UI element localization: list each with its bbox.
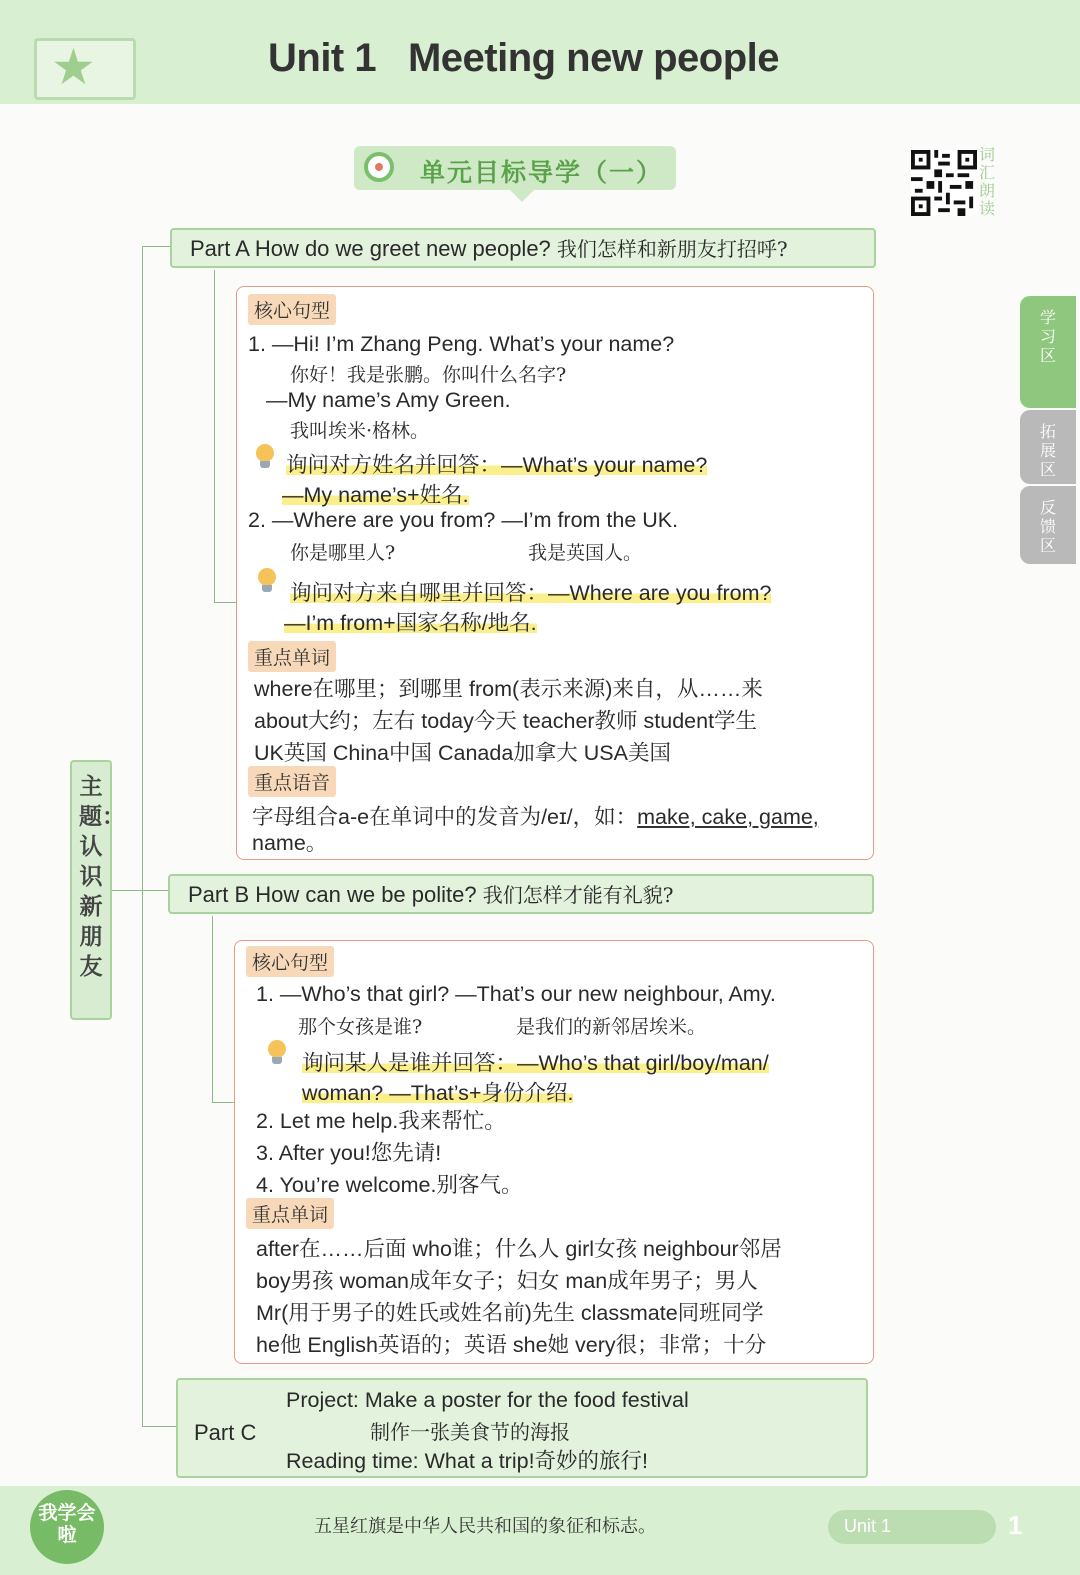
- part-a-q1-zh: 你好！我是张鹏。你叫什么名字?: [290, 364, 567, 386]
- tree-branch-a: [142, 246, 170, 247]
- part-a-words-tag: 重点单词: [248, 641, 336, 672]
- part-a-phonics-text: 字母组合a-e在单词中的发音为/eɪ/，如：: [252, 805, 638, 829]
- part-a-a1: —My name’s Amy Green.: [266, 388, 511, 412]
- part-a-q2: 2. —Where are you from? —I’m from the UK.: [248, 508, 679, 532]
- part-c-label: Part C: [194, 1420, 257, 1445]
- side-tab-feedback[interactable]: [1020, 486, 1076, 564]
- target-icon: [364, 152, 394, 182]
- star-logo-icon: ★: [34, 38, 136, 100]
- part-a-subline: [214, 270, 215, 602]
- part-b-words-line: Mr(用于男子的姓氏或姓名前)先生 classmate同班同学: [256, 1301, 764, 1325]
- part-a-question-zh: 我们怎样和新朋友打招呼?: [556, 237, 788, 261]
- part-a-subbranch: [214, 602, 236, 603]
- part-a-words-line: UK英国 China中国 Canada加拿大 USA美国: [254, 741, 671, 765]
- part-a-q2-zh-a: 你是哪里人?: [290, 542, 396, 564]
- qr-label: 词汇朗读: [979, 145, 996, 218]
- part-c-reading: Reading time: What a trip!奇妙的旅行!: [286, 1449, 649, 1473]
- side-tab-extend[interactable]: [1020, 410, 1076, 484]
- part-b-header: [168, 874, 874, 914]
- part-b-subline: [212, 916, 213, 1102]
- part-b-s2: 2. Let me help.我来帮忙。: [256, 1109, 506, 1133]
- part-b-s4: 4. You’re welcome.别客气。: [256, 1173, 523, 1197]
- banner-label: 单元目标导学（一）: [420, 159, 664, 187]
- part-b-words-line: after在……后面 who谁；什么人 girl女孩 neighbour邻居: [256, 1237, 782, 1261]
- tree-branch-c: [142, 1426, 176, 1427]
- footer-unit-pill: [828, 1510, 996, 1544]
- part-b-words-line: boy男孩 woman成年女子；妇女 man成年男子；男人: [256, 1269, 758, 1293]
- side-tab-study[interactable]: [1020, 296, 1076, 408]
- footer-motto: 五星红旗是中华人民共和国的象征和标志。: [314, 1516, 656, 1537]
- part-b-tip-a: 询问某人是谁并回答：—Who’s that girl/boy/man/: [302, 1051, 769, 1075]
- part-b-subbranch: [212, 1102, 234, 1103]
- part-a-words-line: where在哪里；到哪里 from(表示来源)来自，从……来: [254, 677, 763, 701]
- page-number: 1: [1008, 1510, 1023, 1540]
- part-b-q1-zh-b: 是我们的新邻居埃米。: [516, 1016, 707, 1038]
- part-a-core-tag: 核心句型: [248, 294, 336, 325]
- part-c-project: Project: Make a poster for the food festival: [286, 1388, 689, 1412]
- lightbulb-icon: [266, 1040, 288, 1066]
- lightbulb-icon: [256, 568, 278, 594]
- part-b-tip-b: woman? —That’s+身份介绍.: [302, 1081, 574, 1105]
- qr-code-icon[interactable]: [910, 150, 978, 216]
- section-banner: [354, 146, 676, 190]
- part-a-phonics-tag: 重点语音: [248, 766, 336, 797]
- part-a-q2-zh-b: 我是英国人。: [528, 542, 643, 564]
- part-a-tip1-b: —My name’s+姓名.: [282, 483, 469, 507]
- part-b-words-line: he他 English英语的；英语 she她 very很；非常；十分: [256, 1333, 767, 1357]
- part-b-q1: 1. —Who’s that girl? —That’s our new neighbour, Amy.: [256, 982, 776, 1006]
- part-b-question: Part B How can we be polite?: [188, 882, 477, 907]
- side-tab-label: 学习区: [1039, 308, 1056, 365]
- theme-label: 主题：认识新朋友: [79, 773, 125, 980]
- side-tab-label: 反馈区: [1039, 498, 1056, 555]
- part-b-core-tag: 核心句型: [246, 946, 334, 977]
- part-b-s3: 3. After you!您先请!: [256, 1141, 442, 1165]
- part-a-a1-zh: 我叫埃米·格林。: [290, 420, 430, 442]
- part-b-words-tag: 重点单词: [246, 1198, 334, 1229]
- banner-pointer: [510, 190, 534, 202]
- page-title: Unit 1 Meeting new people: [268, 36, 779, 80]
- part-a-phonics-end: name。: [252, 831, 328, 855]
- theme-label-box: [70, 760, 125, 1020]
- footer-unit-label: Unit 1: [844, 1516, 892, 1536]
- learned-badge: 我学会啦: [30, 1490, 104, 1564]
- side-tab-label: 拓展区: [1039, 422, 1056, 479]
- part-a-question: Part A How do we greet new people?: [190, 236, 551, 261]
- part-a-phonics-words: make, cake, game,: [637, 805, 819, 829]
- part-a-header: [170, 228, 876, 268]
- part-b-question-zh: 我们怎样才能有礼貌?: [482, 883, 674, 907]
- part-a-tip2-b: —I’m from+国家名称/地名.: [284, 611, 537, 635]
- tree-branch-b: [108, 890, 168, 891]
- part-a-q1: 1. —Hi! I’m Zhang Peng. What’s your name?: [248, 332, 675, 356]
- tree-trunk-line: [142, 246, 143, 1426]
- lightbulb-icon: [254, 444, 276, 470]
- part-a-tip2-a: 询问对方来自哪里并回答：—Where are you from?: [290, 581, 772, 605]
- part-c-project-zh: 制作一张美食节的海报: [370, 1420, 570, 1444]
- part-b-q1-zh-a: 那个女孩是谁?: [298, 1016, 423, 1038]
- part-a-tip1-a: 询问对方姓名并回答：—What’s your name?: [286, 453, 708, 477]
- page-header: [0, 0, 1080, 104]
- part-a-words-line: about大约；左右 today今天 teacher教师 student学生: [254, 709, 758, 733]
